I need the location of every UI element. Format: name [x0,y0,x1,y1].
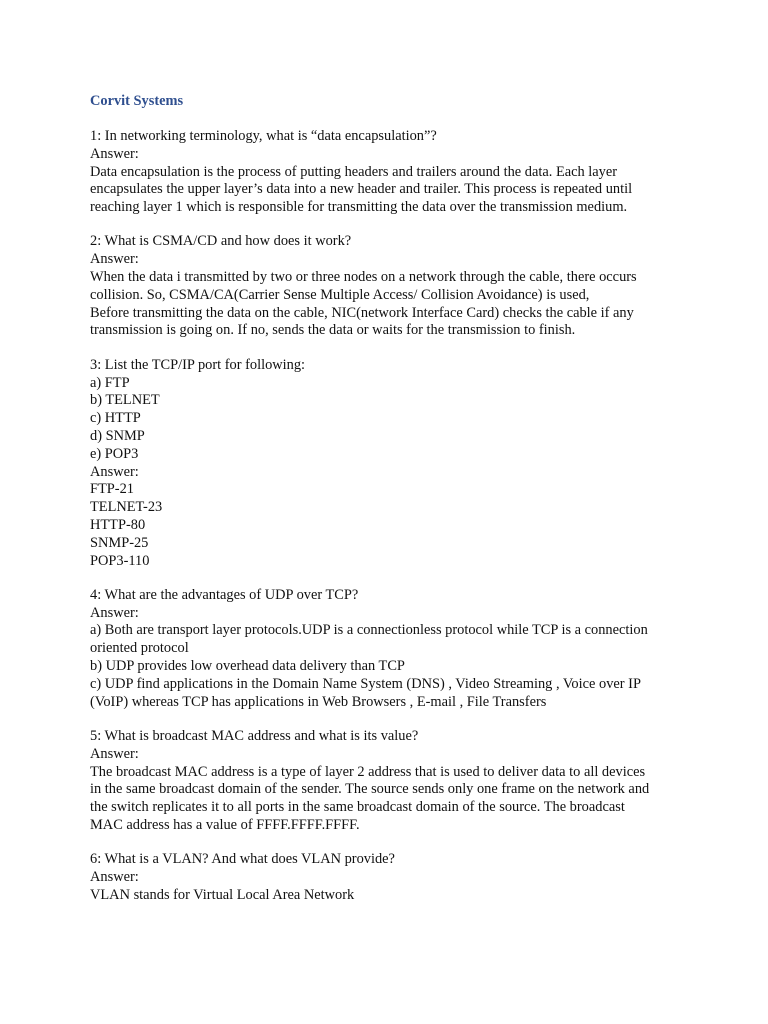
answer-line: POP3-110 [90,552,150,569]
qa-block [90,728,690,835]
answer-line: oriented protocol [90,640,189,657]
question-text: 4: What are the advantages of UDP over TCP? [90,586,359,603]
answer-line: Before transmitting the data on the cable, NIC(network Interface Card) checks the cable if any [90,304,634,321]
answer-line: b) UDP provides low overhead data delivery than TCP [90,658,405,675]
qa-block [90,587,690,712]
question-item: b) TELNET [90,392,160,409]
qa-block [90,128,690,217]
answer-label: Answer: [90,251,139,268]
qa-block [90,357,690,571]
answer-label: Answer: [90,745,139,762]
answer-line: a) Both are transport layer protocols.UDP is a connectionless protocol while TCP is a connection [90,622,648,639]
answer-label: Answer: [90,604,139,621]
question-text: 1: In networking terminology, what is “data encapsulation”? [90,128,437,144]
answer-label: Answer: [90,868,139,885]
answer-line: VLAN stands for Virtual Local Area Network [90,886,355,903]
answer-line: c) UDP find applications in the Domain Name System (DNS) , Video Streaming , Voice over IP [90,675,641,692]
document-page [90,91,690,921]
qa-block [90,851,690,904]
question-item: d) SNMP [90,427,145,444]
answer-label: Answer: [90,463,139,480]
answer-line: FTP-21 [90,481,134,498]
answer-line: MAC address has a value of FFFF.FFFF.FFFF. [90,816,360,833]
answer-line: (VoIP) whereas TCP has applications in Web Browsers , E-mail , File Transfers [90,693,547,710]
answer-line: in the same broadcast domain of the sender. The source sends only one frame on the network and [90,781,650,798]
question-item: c) HTTP [90,410,141,427]
answer-line: reaching layer 1 which is responsible for transmitting the data over the transmission medium. [90,199,628,216]
answer-line: TELNET-23 [90,499,163,516]
qa-block [90,233,690,340]
question-text: 3: List the TCP/IP port for following: [90,356,306,373]
answer-label: Answer: [90,145,139,162]
answer-line: encapsulates the upper layer’s data into a new header and trailer. This process is repeated until [90,181,633,198]
answer-line: HTTP-80 [90,516,146,533]
company-title: Corvit Systems [90,93,184,109]
answer-line: The broadcast MAC address is a type of layer 2 address that is used to deliver data to all devices [90,763,646,780]
answer-line: SNMP-25 [90,534,149,551]
qa-list [90,128,690,905]
answer-line: Data encapsulation is the process of putting headers and trailers around the data. Each layer [90,163,618,180]
question-item: a) FTP [90,374,130,391]
question-text: 5: What is broadcast MAC address and what is its value? [90,727,419,744]
question-text: 2: What is CSMA/CD and how does it work? [90,233,352,250]
answer-line: transmission is going on. If no, sends the data or waits for the transmission to finish. [90,322,576,339]
answer-line: the switch replicates it to all ports in the same broadcast domain of the source. The broadcast [90,799,625,816]
answer-line: collision. So, CSMA/CA(Carrier Sense Multiple Access/ Collision Avoidance) is used, [90,286,590,303]
question-item: e) POP3 [90,445,139,462]
question-text: 6: What is a VLAN? And what does VLAN provide? [90,851,395,868]
answer-line: When the data i transmitted by two or three nodes on a network through the cable, there occurs [90,269,637,286]
